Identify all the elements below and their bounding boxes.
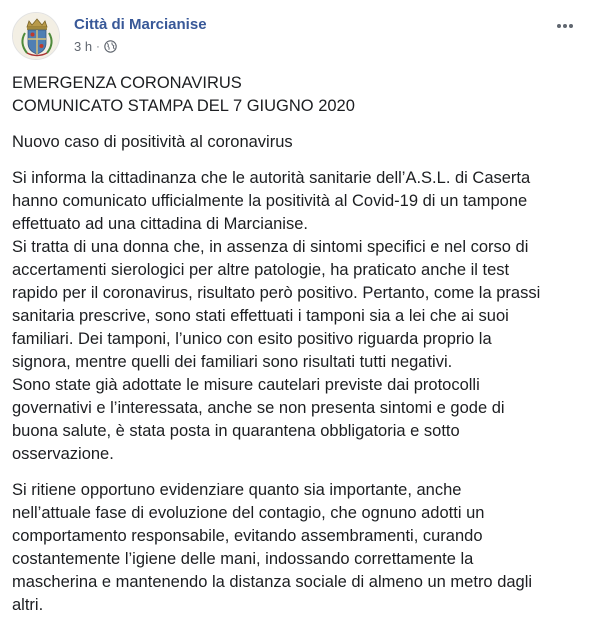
text-line: hanno comunicato ufficialmente la positività al Covid-19 di un tampone [12,192,528,210]
text-line: Si tratta di una donna che, in assenza di sintomi specifici e nel corso di [12,238,529,256]
page-avatar[interactable] [12,12,60,60]
subtitle-line: Nuovo caso di positività al coronavirus [12,133,293,151]
title-line: COMUNICATO STAMPA DEL 7 GIUGNO 2020 [12,97,355,115]
more-horizontal-icon[interactable] [552,16,578,36]
text-line: Si ritiene opportuno evidenziare quanto sia importante, anche [12,481,462,499]
post-header [12,12,578,64]
text-line: Si informa la cittadinanza che le autorità sanitarie dell’A.S.L. di Caserta [12,169,531,187]
title-line: EMERGENZA CORONAVIRUS [12,74,242,92]
text-line: accertamenti sierologici per altre patologie, ha praticato anche il test [12,261,510,279]
post-paragraph-main [12,167,582,466]
text-line: effettuato ad una cittadina di Marcianise. [12,215,308,233]
text-line: buona salute, è stata posta in quarantena obbligatoria e sotto [12,422,460,440]
text-line: governativi e l’interessata, anche se non presenta sintomi e gode di [12,399,505,417]
post-body [12,72,582,617]
text-line: costantemente l’igiene delle mani, indossando correttamente la [12,550,474,568]
text-line: nell’attuale fase di evoluzione del contagio, che ognuno adotti un [12,504,485,522]
post-paragraph-closing [12,479,582,617]
post-title [12,72,582,118]
text-line: rapido per il coronavirus, risultato però positivo. Pertanto, come la prassi [12,284,541,302]
post-timestamp[interactable]: 3 h [74,39,93,54]
globe-icon[interactable] [104,40,117,53]
text-line: sanitaria prescrive, sono stati effettuati i tamponi sia a lei che ai suoi [12,307,509,325]
text-line: comportamento responsabile, evitando assembramenti, curando [12,527,483,545]
text-line: altri. [12,596,44,614]
text-line: familiari. Dei tamponi, l’unico con esito positivo riguarda proprio la [12,330,492,348]
coat-of-arms-icon [13,13,60,60]
text-line: mascherina e mantenendo la distanza sociale di almeno un metro dagli [12,573,533,591]
page-name-link[interactable]: Città di Marcianise [74,16,207,33]
post-subtitle [12,131,582,154]
meta-separator: · [96,40,100,53]
text-line: Sono state già adottate le misure cautelari previste dai protocolli [12,376,480,394]
text-line: signora, mentre quelli dei familiari sono risultati tutti negativi. [12,353,453,371]
text-line: osservazione. [12,445,114,463]
post-meta [74,39,117,54]
